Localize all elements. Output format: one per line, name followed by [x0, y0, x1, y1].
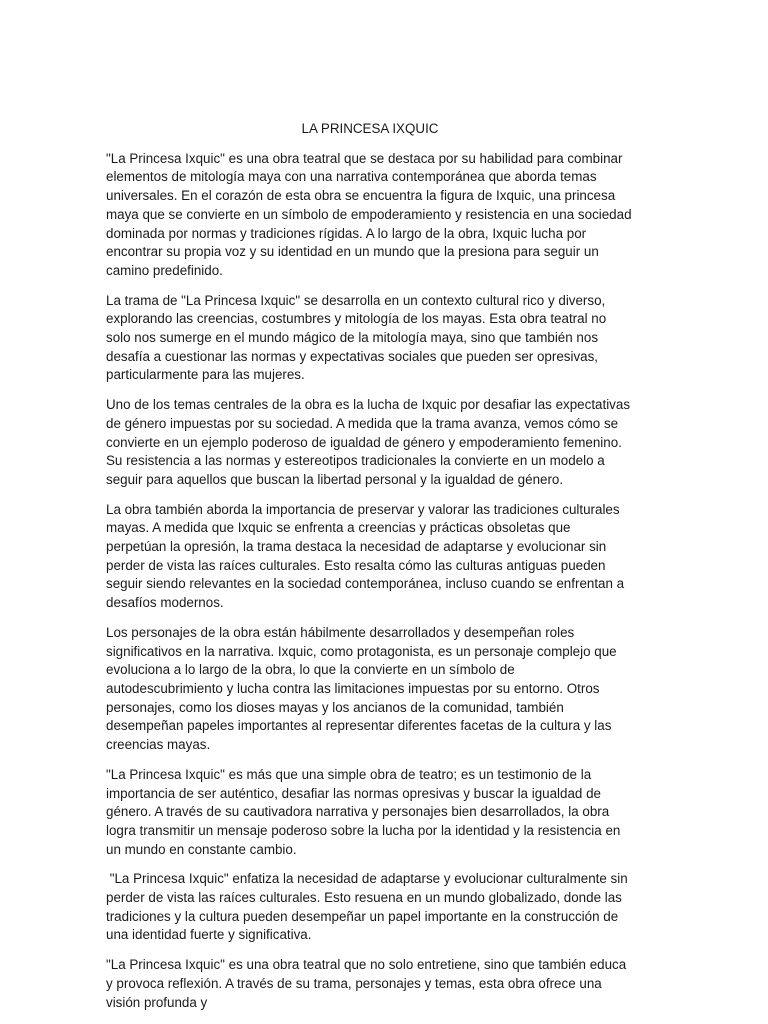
paragraph-4: La obra también aborda la importancia de preservar y valorar las tradiciones culturales mayas. A medida que Ixquic se enfrenta a creencias y prácticas obsoletas que perpetúan la opresión, la trama destaca la necesidad de adaptarse y evolucionar sin perder de vista las raíces culturales. Esto resalta cómo las culturas antiguas pueden seguir siendo relevantes en la sociedad contemporánea, incluso cuando se enfrentan a desafíos modernos.	[106, 501, 625, 611]
paragraph-8: "La Princesa Ixquic" es una obra teatral que no solo entretiene, sino que también educa y provoca reflexión. A través de su trama, personajes y temas, esta obra ofrece una visión profunda y	[106, 957, 627, 1010]
paragraph-3: Uno de los temas centrales de la obra es la lucha de Ixquic por desafiar las expectativas de género impuestas por su sociedad. A medida que la trama avanza, vemos cómo se convierte en un ejemplo poderoso de igualdad de género y empoderamiento femenino. Su resistencia a las normas y estereotipos tradicionales la convierte en un modelo a seguir para aquellos que buscan la libertad personal y la igualdad de género.	[106, 397, 631, 487]
document-title: LA PRINCESA IXQUIC	[301, 121, 439, 136]
paragraph-6: "La Princesa Ixquic" es más que una simple obra de teatro; es un testimonio de la importancia de ser auténtico, desafiar las normas opresivas y buscar la igualdad de género. A través de su cautivadora narrativa y personajes bien desarrollados, la obra logra transmitir un mensaje poderoso sobre la lucha por la identidad y la resistencia en un mundo en constante cambio.	[106, 766, 621, 857]
paragraph-1: "La Princesa Ixquic" es una obra teatral que se destaca por su habilidad para combinar elementos de mitología maya con una narrativa contemporánea que aborda temas universales. En el corazón de esta obra se encuentra la figura de Ixquic, una princesa maya que se convierte en un símbolo de empoderamiento y resistencia en una sociedad dominada por normas y tradiciones rígidas. A lo largo de la obra, Ixquic lucha por encontrar su propia voz y su identidad en un mundo que la presiona para seguir un camino predefinido.	[106, 150, 632, 278]
paragraph-5: Los personajes de la obra están hábilmente desarrollados y desempeñan roles significativos en la narrativa. Ixquic, como protagonista, es un personaje complejo que evoluciona a lo largo de la obra, lo que la convierte en un símbolo de autodescubrimiento y lucha contra las limitaciones impuestas por su entorno. Otros personajes, como los dioses mayas y los ancianos de la comunidad, también desempeñan papeles importantes al representar diferentes facetas de la cultura y las creencias mayas.	[106, 624, 617, 753]
document-body	[106, 120, 634, 1023]
paragraph-2: La trama de "La Princesa Ixquic" se desarrolla en un contexto cultural rico y diverso, explorando las creencias, costumbres y mitología de los mayas. Esta obra teatral no solo nos sumerge en el mundo mágico de la mitología maya, sino que también nos desafía a cuestionar las normas y expectativas sociales que pueden ser opresivas, particularmente para las mujeres.	[106, 292, 607, 383]
paragraph-7: "La Princesa Ixquic" enfatiza la necesidad de adaptarse y evolucionar culturalmente sin perder de vista las raíces culturales. Esto resuena en un mundo globalizado, donde las tradiciones y la cultura pueden desempeñar un papel importante en la construcción de una identidad fuerte y significativa.	[106, 871, 632, 943]
